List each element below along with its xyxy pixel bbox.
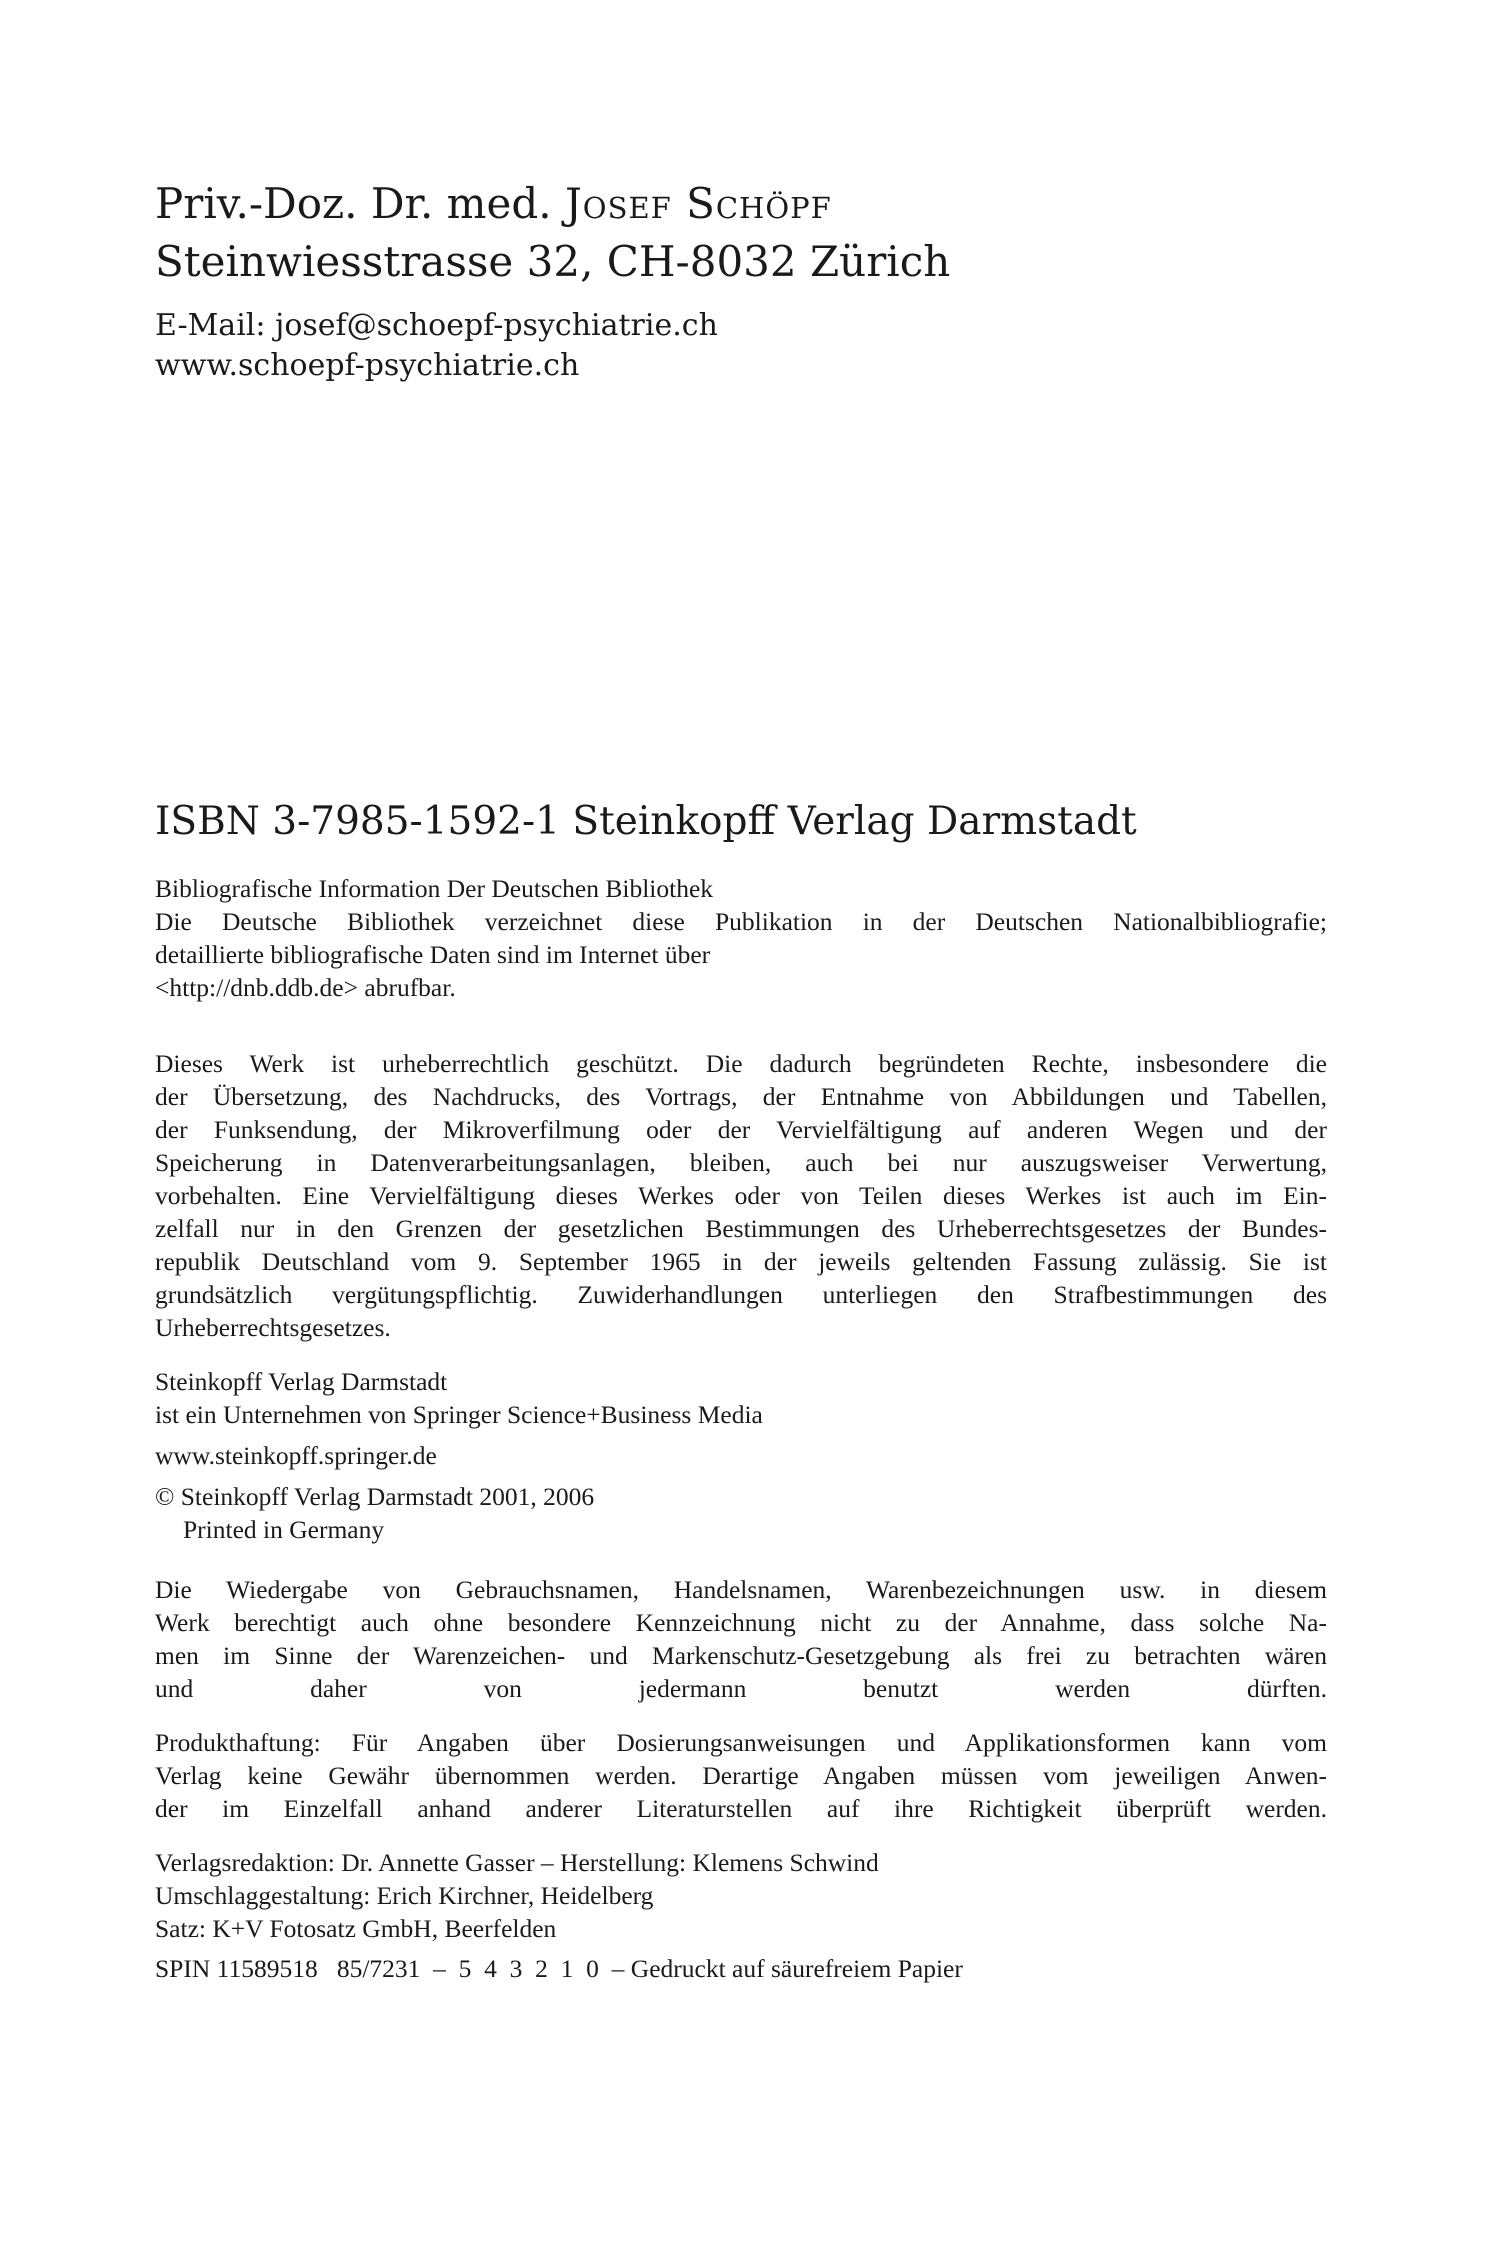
liability-line: Produkthaftung: Für Angaben über Dosierungsanweisungen und Applikationsformen kann vom [155,1728,1327,1757]
liability-line: der im Einzelfall anhand anderer Literaturstellen auf ihre Richtigkeit überprüft werden. [155,1794,1327,1823]
copyright-line: Dieses Werk ist urheberrechtlich geschützt. Die dadurch begründeten Rechte, insbesondere die [155,1049,1327,1078]
publisher-name: Steinkopff Verlag Darmstadt [155,1367,448,1396]
copyright-paragraph [155,1047,1327,1344]
copyright-line: vorbehalten. Eine Vervielfältigung dieses Werkes oder von Teilen dieses Werkes ist auch im Ein- [155,1181,1327,1210]
spin-line [155,1952,1327,1985]
bibliographic-line: Die Deutsche Bibliothek verzeichnet diese Publikation in der Deutschen Nationalbibliografie; [155,907,1327,936]
spin-number: SPIN 11589518 [155,1954,318,1983]
trademark-line: Werk berechtigt auch ohne besondere Kennzeichnung nicht zu der Annahme, dass solche Na- [155,1608,1327,1637]
print-run: – 5 4 3 2 1 0 – [433,1954,625,1983]
trademark-paragraph [155,1573,1327,1705]
author-address: Steinwiesstrasse 32, CH-8032 Zürich [155,237,951,286]
bibliographic-info [155,872,1327,1004]
isbn-line: ISBN 3-7985-1592-1 Steinkopff Verlag Darmstadt [155,799,1137,844]
liability-line: Verlag keine Gewähr übernommen werden. Derartige Angaben müssen vom jeweiligen Anwen- [155,1761,1327,1790]
paper-note: Gedruckt auf säurefreiem Papier [630,1954,963,1983]
copyright-line: Speicherung in Datenverarbeitungsanlagen, bleiben, auch bei nur auszugsweiser Verwertung, [155,1148,1327,1177]
typesetting-credit: Satz: K+V Fotosatz GmbH, Beerfelden [155,1914,557,1943]
copyright-notice: © Steinkopff Verlag Darmstadt 2001, 2006 [155,1482,595,1511]
printed-in: Printed in Germany [183,1515,385,1544]
copyright-line: republik Deutschland vom 9. September 1965 in der jeweils geltenden Fassung zulässig. Sie ist [155,1247,1327,1276]
author-contact [155,306,1327,386]
author-email: E-Mail: josef@schoepf-psychiatrie.ch [155,308,718,343]
trademark-line: men im Sinne der Warenzeichen- und Markenschutz-Gesetzgebung als frei zu betrachten wären [155,1641,1327,1670]
liability-paragraph [155,1726,1327,1825]
trademark-line: Die Wiedergabe von Gebrauchsnamen, Handelsnamen, Warenbezeichnungen usw. in diesem [155,1575,1327,1604]
spin-code: 85/7231 [336,1954,421,1983]
copyright-line: grundsätzlich vergütungspflichtig. Zuwiderhandlungen unterliegen den Strafbestimmungen des [155,1280,1327,1309]
author-title: Priv.-Doz. Dr. med. [155,179,552,228]
bibliographic-line: detaillierte bibliografische Daten sind im Internet über [155,940,711,969]
copyright-line: der Funksendung, der Mikroverfilmung oder der Vervielfältigung auf anderen Wegen und der [155,1115,1327,1144]
author-name-line [155,176,1327,232]
publisher-block [155,1365,1327,1546]
isbn-block [155,796,1327,848]
publisher-website: www.steinkopff.springer.de [155,1441,437,1470]
trademark-line: und daher von jedermann benutzt werden dürften. [155,1674,1327,1703]
copyright-line: zelfall nur in den Grenzen der gesetzlichen Bestimmungen des Urheberrechtsgesetzes der Bundes- [155,1214,1327,1243]
editorial-credit: Verlagsredaktion: Dr. Annette Gasser – Herstellung: Klemens Schwind [155,1848,879,1877]
author-name: Josef Schöpf [564,179,832,228]
author-block [155,176,1327,386]
publisher-parent: ist ein Unternehmen von Springer Science+Business Media [155,1400,763,1429]
copyright-line: Urheberrechtsgesetzes. [155,1313,391,1342]
bibliographic-line: <http://dnb.ddb.de> abrufbar. [155,973,456,1002]
copyright-line: der Übersetzung, des Nachdrucks, des Vortrags, der Entnahme von Abbildungen und Tabellen, [155,1082,1327,1111]
cover-credit: Umschlaggestaltung: Erich Kirchner, Heidelberg [155,1881,654,1910]
author-website: www.schoepf-psychiatrie.ch [155,348,580,383]
bibliographic-heading: Bibliografische Information Der Deutschen Bibliothek [155,874,714,903]
credits-block [155,1846,1327,1945]
